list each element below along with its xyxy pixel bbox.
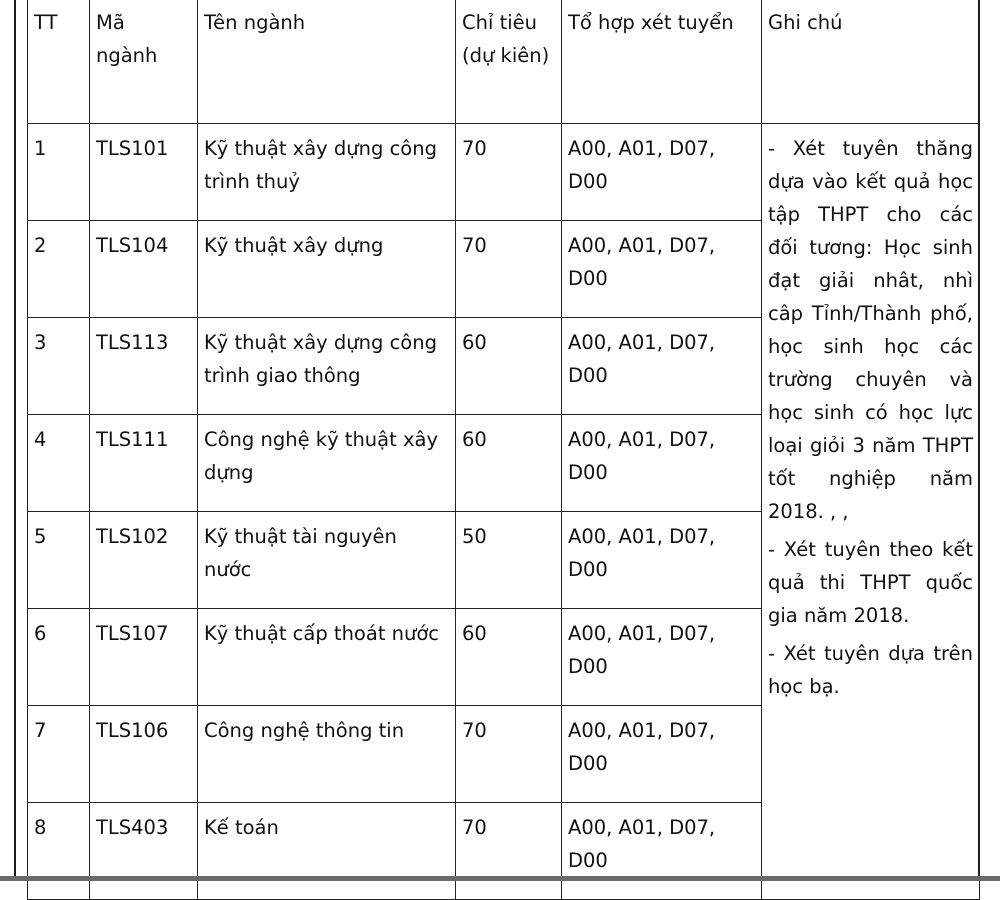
note-direct-admission: - Xét tuyên thăng dựa vào kết quả học tập THPT cho các đối tương: Học sinh đạt giải nhât, nhì câp Tỉnh/Thành phố, học sinh học các trường chuyên và học sinh có học lực loại giỏi 3 năm THPT tốt nghiệp năm 2018. , , — [768, 137, 973, 523]
cell-name: Kế toán — [198, 803, 456, 900]
cell-name: Kỹ thuật xây dựng công trình giao thông — [198, 318, 456, 415]
cell-name: Kỹ thuật cấp thoát nước — [198, 609, 456, 706]
cell-combo: A00, A01, D07, D00 — [562, 124, 762, 221]
header-code: Mã ngành — [90, 0, 198, 124]
cell-code: TLS107 — [90, 609, 198, 706]
header-quota: Chỉ tiêu (dự kiên) — [456, 0, 562, 124]
cell-code: TLS104 — [90, 221, 198, 318]
note-national-exam: - Xét tuyên theo kết quả thi THPT quốc gia năm 2018. — [768, 538, 973, 627]
cell-code: TLS113 — [90, 318, 198, 415]
cell-combo: A00, A01, D07, D00 — [562, 609, 762, 706]
cell-code: TLS403 — [90, 803, 198, 900]
cell-tt: 4 — [28, 415, 90, 512]
cell-code: TLS101 — [90, 124, 198, 221]
header-combo: Tổ hợp xét tuyển — [562, 0, 762, 124]
cell-name: Công nghệ thông tin — [198, 706, 456, 803]
cell-combo: A00, A01, D07, D00 — [562, 415, 762, 512]
cell-combo: A00, A01, D07, D00 — [562, 706, 762, 803]
cell-combo: A00, A01, D07, D00 — [562, 318, 762, 415]
cell-tt: 2 — [28, 221, 90, 318]
header-row — [28, 0, 980, 124]
cell-quota: 70 — [456, 803, 562, 900]
header-tt: TT — [28, 0, 90, 124]
header-notes: Ghi chú — [762, 0, 980, 124]
cell-combo: A00, A01, D07, D00 — [562, 512, 762, 609]
cell-code: TLS102 — [90, 512, 198, 609]
bottom-scroll-edge — [0, 876, 1000, 881]
cell-quota: 70 — [456, 706, 562, 803]
right-page-border — [978, 0, 1000, 881]
cell-tt: 3 — [28, 318, 90, 415]
cell-tt: 8 — [28, 803, 90, 900]
cell-tt: 5 — [28, 512, 90, 609]
cell-name: Kỹ thuật tài nguyên nước — [198, 512, 456, 609]
cell-code: TLS106 — [90, 706, 198, 803]
left-page-border — [0, 0, 16, 881]
cell-combo: A00, A01, D07, D00 — [562, 803, 762, 900]
cell-name: Kỹ thuật xây dựng công trình thuỷ — [198, 124, 456, 221]
cell-tt: 1 — [28, 124, 90, 221]
header-name: Tên ngành — [198, 0, 456, 124]
note-transcript: - Xét tuyên dựa trên học bạ. — [768, 642, 973, 698]
cell-quota: 70 — [456, 221, 562, 318]
cell-code: TLS111 — [90, 415, 198, 512]
cell-quota: 60 — [456, 609, 562, 706]
cell-notes — [762, 124, 980, 900]
table-row — [28, 124, 980, 221]
cell-quota: 70 — [456, 124, 562, 221]
cell-name: Công nghệ kỹ thuật xây dựng — [198, 415, 456, 512]
cell-tt: 7 — [28, 706, 90, 803]
cell-quota: 60 — [456, 318, 562, 415]
cell-combo: A00, A01, D07, D00 — [562, 221, 762, 318]
cell-quota: 60 — [456, 415, 562, 512]
admissions-table — [27, 0, 980, 900]
cell-quota: 50 — [456, 512, 562, 609]
cell-tt: 6 — [28, 609, 90, 706]
cell-name: Kỹ thuật xây dựng — [198, 221, 456, 318]
